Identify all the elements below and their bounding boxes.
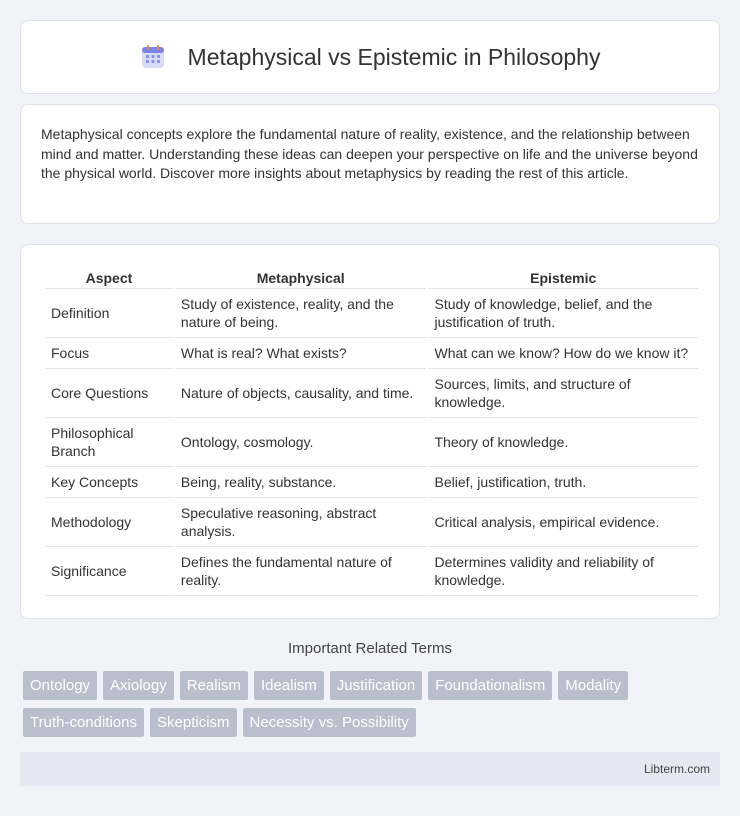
table-row xyxy=(45,418,698,467)
related-terms-title: Important Related Terms xyxy=(288,640,452,657)
cell-epistemic: Study of knowledge, belief, and the justification of truth. xyxy=(428,289,698,338)
comparison-table xyxy=(43,265,700,596)
cell-metaphysical: Study of existence, reality, and the nature of being. xyxy=(175,289,427,338)
cell-metaphysical: Being, reality, substance. xyxy=(175,467,427,498)
related-terms-list xyxy=(23,671,723,745)
cell-epistemic: Sources, limits, and structure of knowledge. xyxy=(428,369,698,418)
tag-truth-conditions[interactable]: Truth-conditions xyxy=(23,708,144,737)
footer-site-link[interactable]: Libterm.com xyxy=(643,762,710,776)
cell-aspect: Methodology xyxy=(45,498,173,547)
tag-modality[interactable]: Modality xyxy=(558,671,628,700)
intro-card xyxy=(20,104,720,224)
cell-aspect: Focus xyxy=(45,338,173,369)
cell-aspect: Philosophical Branch xyxy=(45,418,173,467)
cell-aspect: Key Concepts xyxy=(45,467,173,498)
cell-metaphysical: Defines the fundamental nature of reality. xyxy=(175,547,427,596)
tag-necessity-vs-possibility[interactable]: Necessity vs. Possibility xyxy=(243,708,416,737)
tag-idealism[interactable]: Idealism xyxy=(254,671,324,700)
tag-realism[interactable]: Realism xyxy=(180,671,248,700)
table-header-row xyxy=(45,265,698,289)
tag-skepticism[interactable]: Skepticism xyxy=(150,708,237,737)
title-card xyxy=(20,20,720,94)
cell-aspect: Definition xyxy=(45,289,173,338)
page-title: Metaphysical vs Epistemic in Philosophy xyxy=(187,43,601,70)
tag-foundationalism[interactable]: Foundationalism xyxy=(428,671,552,700)
header-aspect: Aspect xyxy=(45,265,173,289)
cell-epistemic: Determines validity and reliability of knowledge. xyxy=(428,547,698,596)
tag-justification[interactable]: Justification xyxy=(330,671,422,700)
tag-ontology[interactable]: Ontology xyxy=(23,671,97,700)
table-row xyxy=(45,338,698,369)
cell-aspect: Core Questions xyxy=(45,369,173,418)
table-row xyxy=(45,467,698,498)
cell-epistemic: Critical analysis, empirical evidence. xyxy=(428,498,698,547)
cell-epistemic: Belief, justification, truth. xyxy=(428,467,698,498)
cell-metaphysical: Speculative reasoning, abstract analysis. xyxy=(175,498,427,547)
cell-epistemic: Theory of knowledge. xyxy=(428,418,698,467)
header-epistemic: Epistemic xyxy=(428,265,698,289)
table-row xyxy=(45,289,698,338)
footer xyxy=(20,752,720,786)
comparison-table-card xyxy=(20,244,720,619)
cell-epistemic: What can we know? How do we know it? xyxy=(428,338,698,369)
cell-metaphysical: What is real? What exists? xyxy=(175,338,427,369)
tag-axiology[interactable]: Axiology xyxy=(103,671,174,700)
cell-metaphysical: Ontology, cosmology. xyxy=(175,418,427,467)
calendar-icon xyxy=(140,44,166,70)
cell-metaphysical: Nature of objects, causality, and time. xyxy=(175,369,427,418)
table-row xyxy=(45,498,698,547)
intro-text: Metaphysical concepts explore the fundamental nature of reality, existence, and the relationship between mind and matter. Understanding these ideas can deepen your perspective on life and the universe beyond the physical world. Discover more insights about metaphysics by reading the rest of this article. xyxy=(41,126,698,181)
table-row xyxy=(45,547,698,596)
cell-aspect: Significance xyxy=(45,547,173,596)
table-row xyxy=(45,369,698,418)
header-metaphysical: Metaphysical xyxy=(175,265,427,289)
